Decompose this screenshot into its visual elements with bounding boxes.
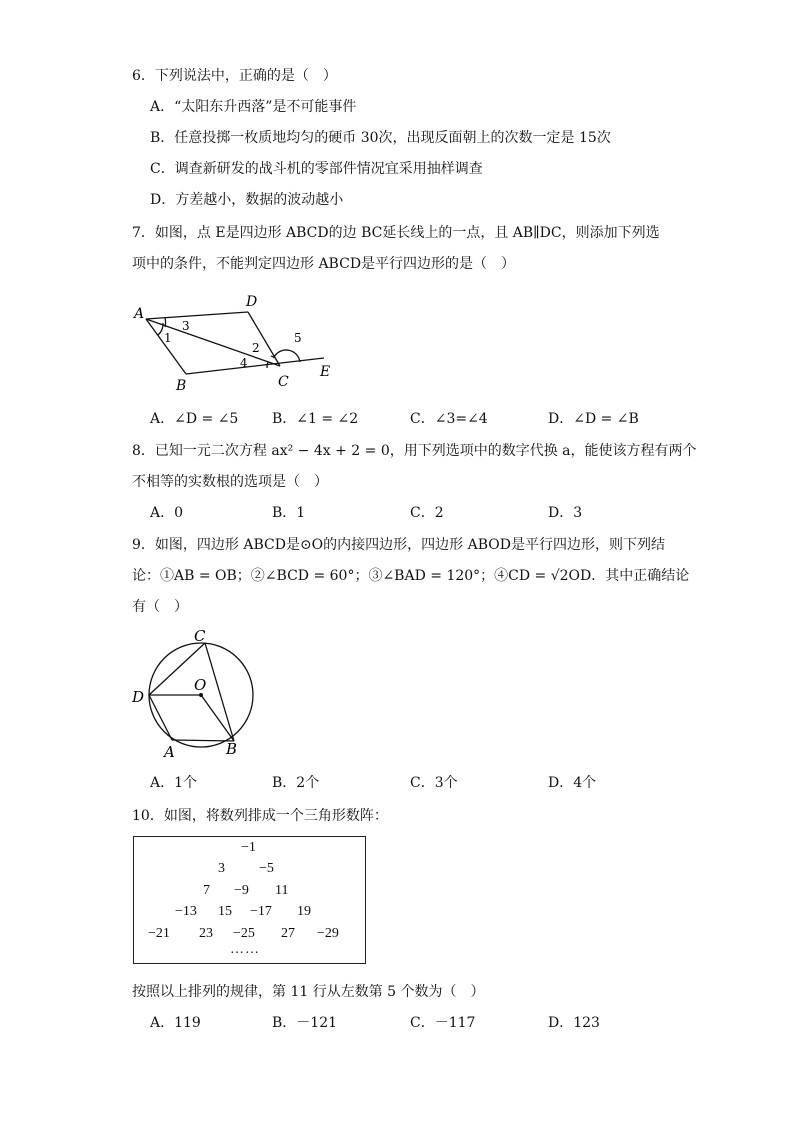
q9-option-b[interactable]: B．2个 [272, 775, 320, 791]
q8-option-d[interactable]: D．3 [548, 505, 583, 521]
triangle-ellipsis: …… [230, 942, 260, 957]
q7-stem-line1: 7．如图，点 E是四边形 ABCD的边 BC延长线上的一点，且 AB∥DC，则添加下列选 [132, 225, 660, 241]
label-angle-5: 5 [294, 331, 302, 345]
q10-question: 按照以上排列的规律，第 11 行从左数第 5 个数为（ ） [132, 984, 485, 1000]
triangle-row5-n1: −21 [148, 926, 170, 941]
chord-cb [205, 643, 234, 741]
angle-3-arc [165, 318, 166, 327]
triangle-row4-n1: −13 [175, 904, 197, 919]
label-e: E [320, 364, 331, 380]
triangle-row4-n3: −17 [250, 904, 272, 919]
q10-option-d[interactable]: D．123 [548, 1015, 600, 1031]
q7-option-a[interactable]: A．∠D = ∠5 [150, 411, 239, 427]
q7-stem-line2: 项中的条件，不能判定四边形 ABCD是平行四边形的是（ ） [132, 256, 516, 272]
label-b: B [226, 740, 238, 758]
q9-stem-line1: 9．如图，四边形 ABCD是⊙O的内接四边形，四边形 ABOD是平行四边形，则下列结 [132, 537, 665, 553]
q6-option-a[interactable]: A．“太阳东升西落”是不可能事件 [150, 99, 357, 115]
q9-stem-line3: 有（ ） [132, 599, 188, 615]
label-d: D [132, 688, 145, 706]
triangle-row3-n3: 11 [275, 883, 289, 898]
chord-ab [172, 740, 234, 741]
label-angle-3: 3 [182, 319, 190, 333]
q6-option-d[interactable]: D．方差越小，数据的波动越小 [150, 192, 344, 208]
segment-ob [201, 695, 234, 741]
triangle-row5-n4: 27 [281, 926, 295, 941]
q9-circle-figure [128, 624, 268, 762]
label-o: O [194, 676, 207, 694]
q10-stem: 10．如图，将数列排成一个三角形数阵： [132, 808, 388, 824]
q10-option-c[interactable]: C．－117 [410, 1015, 476, 1031]
q7-option-b[interactable]: B．∠1 = ∠2 [272, 411, 359, 427]
label-c: C [194, 627, 206, 645]
triangle-row2-n1: 3 [218, 861, 225, 876]
label-c: C [278, 374, 289, 390]
triangle-row5-n5: −29 [317, 926, 339, 941]
q7-option-d[interactable]: D．∠D = ∠B [548, 411, 639, 427]
segment-be [186, 358, 324, 374]
segment-ad [146, 312, 248, 319]
triangle-row4-n4: 19 [297, 904, 311, 919]
segment-dc [248, 312, 280, 366]
label-angle-1: 1 [164, 331, 172, 345]
triangle-row5-n2: 23 [199, 926, 213, 941]
triangle-row3-n1: 7 [203, 883, 210, 898]
q9-stem-line2: 论：①AB = OB；②∠BCD = 60°；③∠BAD = 120°；④CD = √2OD．其中正确结论 [132, 568, 690, 584]
q7-quadrilateral-figure [128, 290, 348, 400]
triangle-row1-n1: −1 [241, 840, 256, 855]
label-a: A [164, 743, 175, 761]
q9-option-a[interactable]: A．1个 [150, 775, 198, 791]
q6-stem: 6．下列说法中，正确的是（ ） [132, 68, 337, 84]
q6-option-c[interactable]: C．调查新研发的战斗机的零部件情况宜采用抽样调查 [150, 161, 483, 177]
q6-option-b[interactable]: B．任意投掷一枚质地均匀的硬币 30次，出现反面朝上的次数一定是 15次 [150, 130, 611, 146]
q9-option-c[interactable]: C．3个 [410, 775, 458, 791]
label-d: D [246, 294, 258, 310]
q10-option-b[interactable]: B．－121 [272, 1015, 338, 1031]
label-angle-2: 2 [252, 341, 260, 355]
label-a: A [134, 306, 145, 322]
q7-option-c[interactable]: C．∠3=∠4 [410, 411, 488, 427]
segment-ab [146, 319, 186, 374]
q10-option-a[interactable]: A．119 [150, 1015, 201, 1031]
q8-stem-line2: 不相等的实数根的选项是（ ） [132, 474, 328, 490]
label-b: B [176, 378, 187, 394]
q8-option-c[interactable]: C．2 [410, 505, 444, 521]
chord-da [149, 695, 172, 740]
angle-5-arc [274, 350, 300, 362]
q8-option-b[interactable]: B．1 [272, 505, 306, 521]
triangle-row3-n2: −9 [234, 883, 249, 898]
triangle-row4-n2: 15 [218, 904, 232, 919]
q8-stem-line1: 8．已知一元二次方程 ax² − 4x + 2 = 0，用下列选项中的数字代换 a，能使该方程有两个 [132, 443, 697, 459]
q9-option-d[interactable]: D．4个 [548, 775, 597, 791]
q8-option-a[interactable]: A．0 [150, 505, 184, 521]
triangle-row2-n2: −5 [259, 861, 274, 876]
label-angle-4: 4 [240, 356, 248, 370]
triangle-row5-n3: −25 [233, 926, 255, 941]
